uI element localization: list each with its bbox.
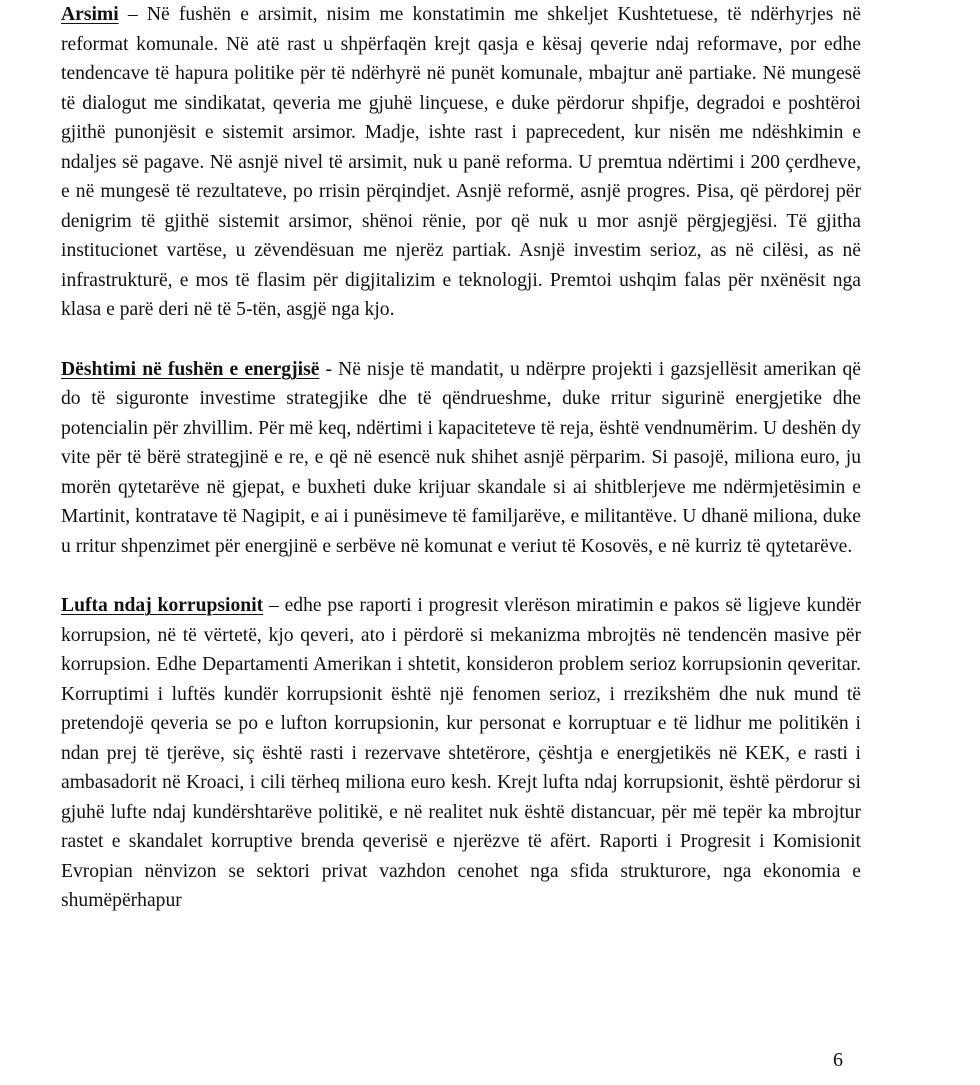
page-number: 6 [833, 1049, 843, 1071]
paragraph-body-arsimi: Në fushën e arsimit, nisim me konstatimin me shkeljet Kushtetuese, të ndërhyrjes në reformat komunale. Në atë rast u shpërfaqën krejt qasja e kësaj qeverie ndaj reformave, por edhe tendencave të hapura politike për të ndërhyrë në punët komunale, mbajtur anë partiake. Në mungesë të dialogut me sindikatat, qeveria me gjuhë linçuese, e duke përdorur shpifje, degradoi e poshtëroi gjithë punonjësit e sistemit arsimor. Madje, ishte rast i paprecedent, kur nisën me ndëshkimin e ndaljes së pagave. Në asnjë nivel të arsimit, nuk u panë reforma. U premtua ndërtimi i 200 çerdheve, e në mungesë të rezultateve, po rrisin përqindjet. Asnjë reformë, asnjë progres. Pisa, që përdorej për denigrim të gjithë sistemit arsimor, shënoi rënie, por që nuk u mor asnjë përgjegjësi. Të gjitha institucionet vartëse, u zëvendësuan me njerëz partiak. Asnjë investim serioz, as në cilësi, as në infrastrukturë, e mos të flasim për digjitalizim e teknologji. Premtoi ushqim falas për nxënësit nga klasa e parë deri në të 5-tën, asgjë nga kjo. [61, 4, 861, 320]
paragraph-korrupsioni [61, 591, 861, 916]
document-page [61, 0, 861, 916]
paragraph-body-energjia: Në nisje të mandatit, u ndërpre projekti i gazsjellësit amerikan që do të siguronte investime strategjike dhe të qëndrueshme, duke rritur sigurinë energjetike dhe potencialin për zhvillim. Për më keq, ndërtimi i kapaciteteve të reja, është vendnumërim. U deshën dy vite për të bërë strategjinë e re, e që në esencë nuk shihet asnjë përparim. Si pasojë, miliona euro, ju morën qytetarëve në gjepat, e buxheti duke krijuar skandale si ai shitblerjeve me ndërmjetësimin e Martinit, kontratave të Nagipit, e ai i punësimeve të familjarëve, e militantëve. U dhanë miliona, duke u rritur shpenzimet për energjinë e serbëve në komunat e veriut të Kosovës, e në kurriz të qytetarëve. [61, 358, 861, 557]
section-heading-korrupsioni: Lufta ndaj korrupsionit [61, 595, 264, 616]
section-heading-energjia: Dështimi në fushën e energjisë [61, 358, 320, 380]
heading-separator: – [263, 595, 285, 616]
heading-separator: – [118, 4, 147, 25]
paragraph-body-korrupsioni: edhe pse raporti i progresit vlerëson miratimin e pakos së ligjeve kundër korrupsion, në të vërtetë, kjo qeveri, ato i përdorë si mekanizma mbrojtës në tendencën masive për korrupsion. Edhe Departamenti Amerikan i shtetit, konsideron problem serioz korrupsionin qeveritar. Korruptimi i luftës kundër korrupsionit është një fenomen serioz, i rrezikshëm dhe nuk mund të pretendojë qeveria se po e lufton korrupsionin, kur personat e korruptuar e të lidhur me politikën i ndan prej të tjerëve, siç është rasti i rezervave shtetërore, çështja e energjetikës në KEK, e rasti i ambasadorit në Kroaci, i cili tërheq miliona euro kesh. Krejt lufta ndaj korrupsionit, është përdorur si gjuhë lufte ndaj kundërshtarëve politikë, e në realitet nuk është distancuar, për më tepër ka mbrojtur rastet e skandalet korruptive brenda qeverisë e njerëzve të afërt. Raporti i Progresit i Komisionit Evropian nënvizon se sektori privat vazhdon cenohet nga sfida strukturore, nga ekonomia e shumëpërhapur [61, 595, 862, 911]
heading-separator: - [319, 358, 339, 380]
paragraph-energjia [61, 355, 861, 562]
section-heading-arsimi: Arsimi [61, 4, 119, 25]
paragraph-arsimi [61, 0, 861, 325]
